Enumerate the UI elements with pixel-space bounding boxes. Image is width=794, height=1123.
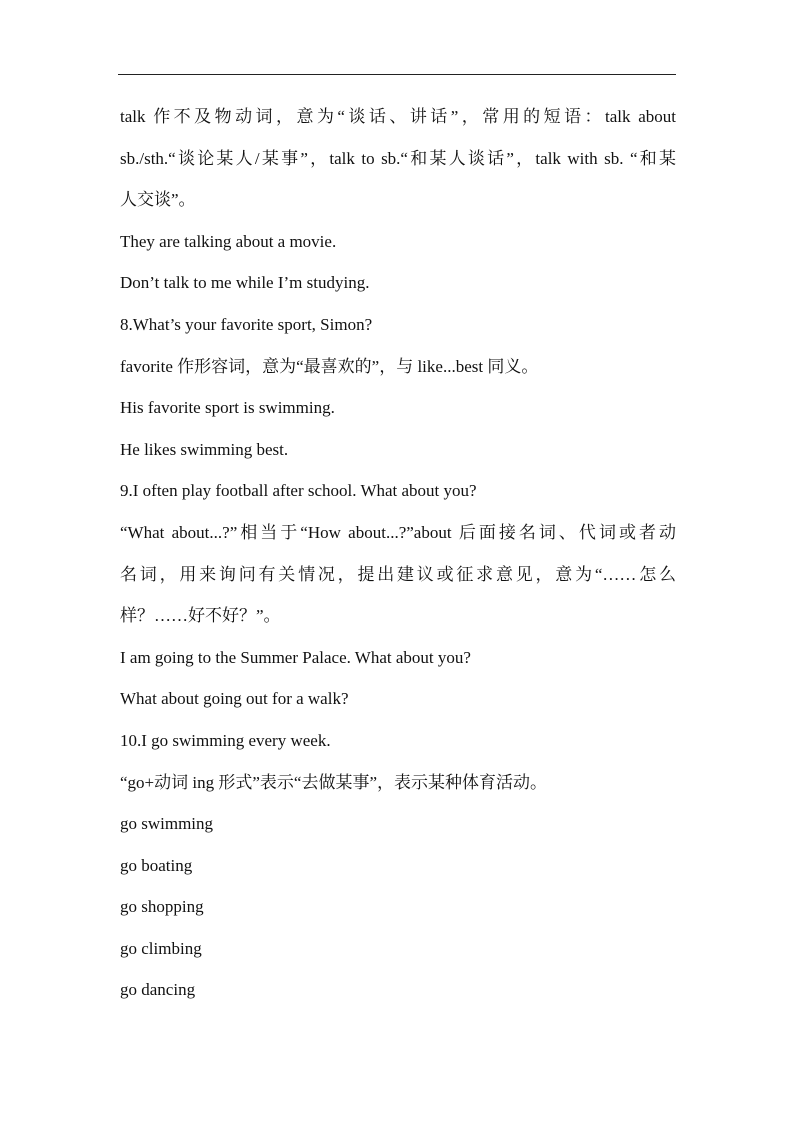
text-line: “What about...?”相当于“How about...?”about 后面接名词、代词或者动 [120,522,676,542]
text-line: talk 作不及物动词，意为“谈话、讲话”，常用的短语：talk about [120,107,676,126]
example-sentence: His favorite sport is swimming. [120,398,335,418]
example-phrase: go boating [120,855,193,875]
text-line: favorite 作形容词，意为“最喜欢的”，与 like...best 同义。 [120,356,539,376]
example-phrase: go swimming [120,814,214,834]
example-sentence: I am going to the Summer Palace. What about you? [120,647,471,667]
example-phrase: go climbing [120,938,202,958]
example-phrase: go shopping [120,897,204,917]
example-sentence: Don’t talk to me while I’m studying. [120,273,370,293]
example-phrase: go dancing [120,980,196,1000]
document-body [120,96,676,1011]
example-sentence: They are talking about a movie. [120,231,337,251]
text-line: “go+动词 ing 形式”表示“去做某事”，表示某种体育活动。 [120,772,547,792]
item-heading: 8.What’s your favorite sport, Simon? [120,314,373,334]
item-heading: 9.I often play football after school. What about you? [120,481,477,501]
text-line: 样？……好不好？”。 [120,606,281,626]
text-line: 人交谈”。 [120,190,196,210]
example-sentence: He likes swimming best. [120,439,289,459]
text-line: 名词，用来询问有关情况，提出建议或征求意见，意为“……怎么 [120,564,676,584]
item-heading: 10.I go swimming every week. [120,730,331,750]
header-rule [118,74,676,75]
example-sentence: What about going out for a walk? [120,689,349,709]
text-line: sb./sth.“谈论某人/某事”，talk to sb.“和某人谈话”，talk with sb. “和某 [120,148,676,168]
